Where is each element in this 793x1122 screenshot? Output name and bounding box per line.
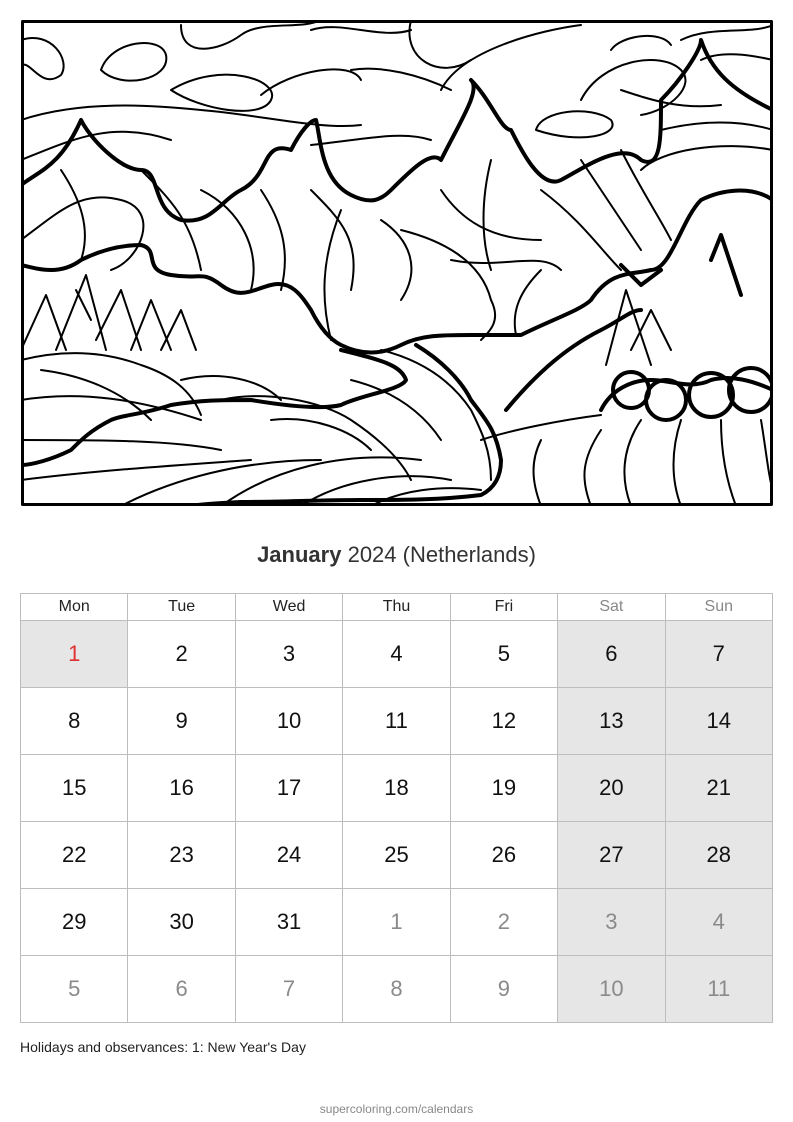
- day-cell-weekend: 7: [665, 621, 772, 688]
- day-cell-weekend: 28: [665, 822, 772, 889]
- weekday-header-row: [21, 594, 773, 621]
- day-cell: 29: [21, 889, 128, 956]
- day-cell-weekend: 20: [558, 755, 665, 822]
- day-cell-weekend: 27: [558, 822, 665, 889]
- week-row: [21, 688, 773, 755]
- calendar-title: [0, 540, 793, 570]
- week-row: [21, 822, 773, 889]
- day-cell: 30: [128, 889, 235, 956]
- weekday-header: Thu: [343, 594, 450, 621]
- title-year-country: 2024 (Netherlands): [347, 542, 536, 567]
- day-cell-weekend: 13: [558, 688, 665, 755]
- title-month: January: [257, 542, 342, 567]
- coloring-illustration: [21, 20, 773, 506]
- day-cell: 23: [128, 822, 235, 889]
- footer-link[interactable]: supercoloring.com/calendars: [319, 1102, 474, 1116]
- day-cell: 17: [235, 755, 342, 822]
- holidays-note: Holidays and observances: 1: New Year's Day: [20, 1039, 306, 1055]
- day-cell: 15: [21, 755, 128, 822]
- week-row: [21, 621, 773, 688]
- day-cell-other-month: 8: [343, 956, 450, 1023]
- day-cell-other-month: 5: [21, 956, 128, 1023]
- day-cell: 24: [235, 822, 342, 889]
- day-cell: 25: [343, 822, 450, 889]
- day-cell: 8: [21, 688, 128, 755]
- day-cell: 3: [235, 621, 342, 688]
- day-cell: 18: [343, 755, 450, 822]
- day-cell: 2: [128, 621, 235, 688]
- weekday-header: Sun: [665, 594, 772, 621]
- day-cell: 26: [450, 822, 557, 889]
- day-cell: 9: [128, 688, 235, 755]
- day-cell-weekend: 21: [665, 755, 772, 822]
- week-row: [21, 889, 773, 956]
- day-cell-weekend: 14: [665, 688, 772, 755]
- day-cell-other-month: 3: [558, 889, 665, 956]
- day-cell-other-month: 9: [450, 956, 557, 1023]
- day-cell: 19: [450, 755, 557, 822]
- day-cell-other-month: 4: [665, 889, 772, 956]
- day-cell-other-month: 11: [665, 956, 772, 1023]
- day-cell: 31: [235, 889, 342, 956]
- day-cell: 4: [343, 621, 450, 688]
- day-cell-weekend: 6: [558, 621, 665, 688]
- day-cell-holiday: 1: [21, 621, 128, 688]
- weekday-header: Mon: [21, 594, 128, 621]
- day-cell: 16: [128, 755, 235, 822]
- day-cell-other-month: 7: [235, 956, 342, 1023]
- day-cell: 10: [235, 688, 342, 755]
- day-cell: 5: [450, 621, 557, 688]
- weekday-header: Wed: [235, 594, 342, 621]
- day-cell: 11: [343, 688, 450, 755]
- month-grid: [20, 593, 773, 1023]
- weekday-header: Sat: [558, 594, 665, 621]
- day-cell-other-month: 2: [450, 889, 557, 956]
- day-cell: 12: [450, 688, 557, 755]
- weekday-header: Tue: [128, 594, 235, 621]
- week-row: [21, 956, 773, 1023]
- week-row: [21, 755, 773, 822]
- day-cell: 22: [21, 822, 128, 889]
- day-cell-other-month: 10: [558, 956, 665, 1023]
- weekday-header: Fri: [450, 594, 557, 621]
- day-cell-other-month: 1: [343, 889, 450, 956]
- day-cell-other-month: 6: [128, 956, 235, 1023]
